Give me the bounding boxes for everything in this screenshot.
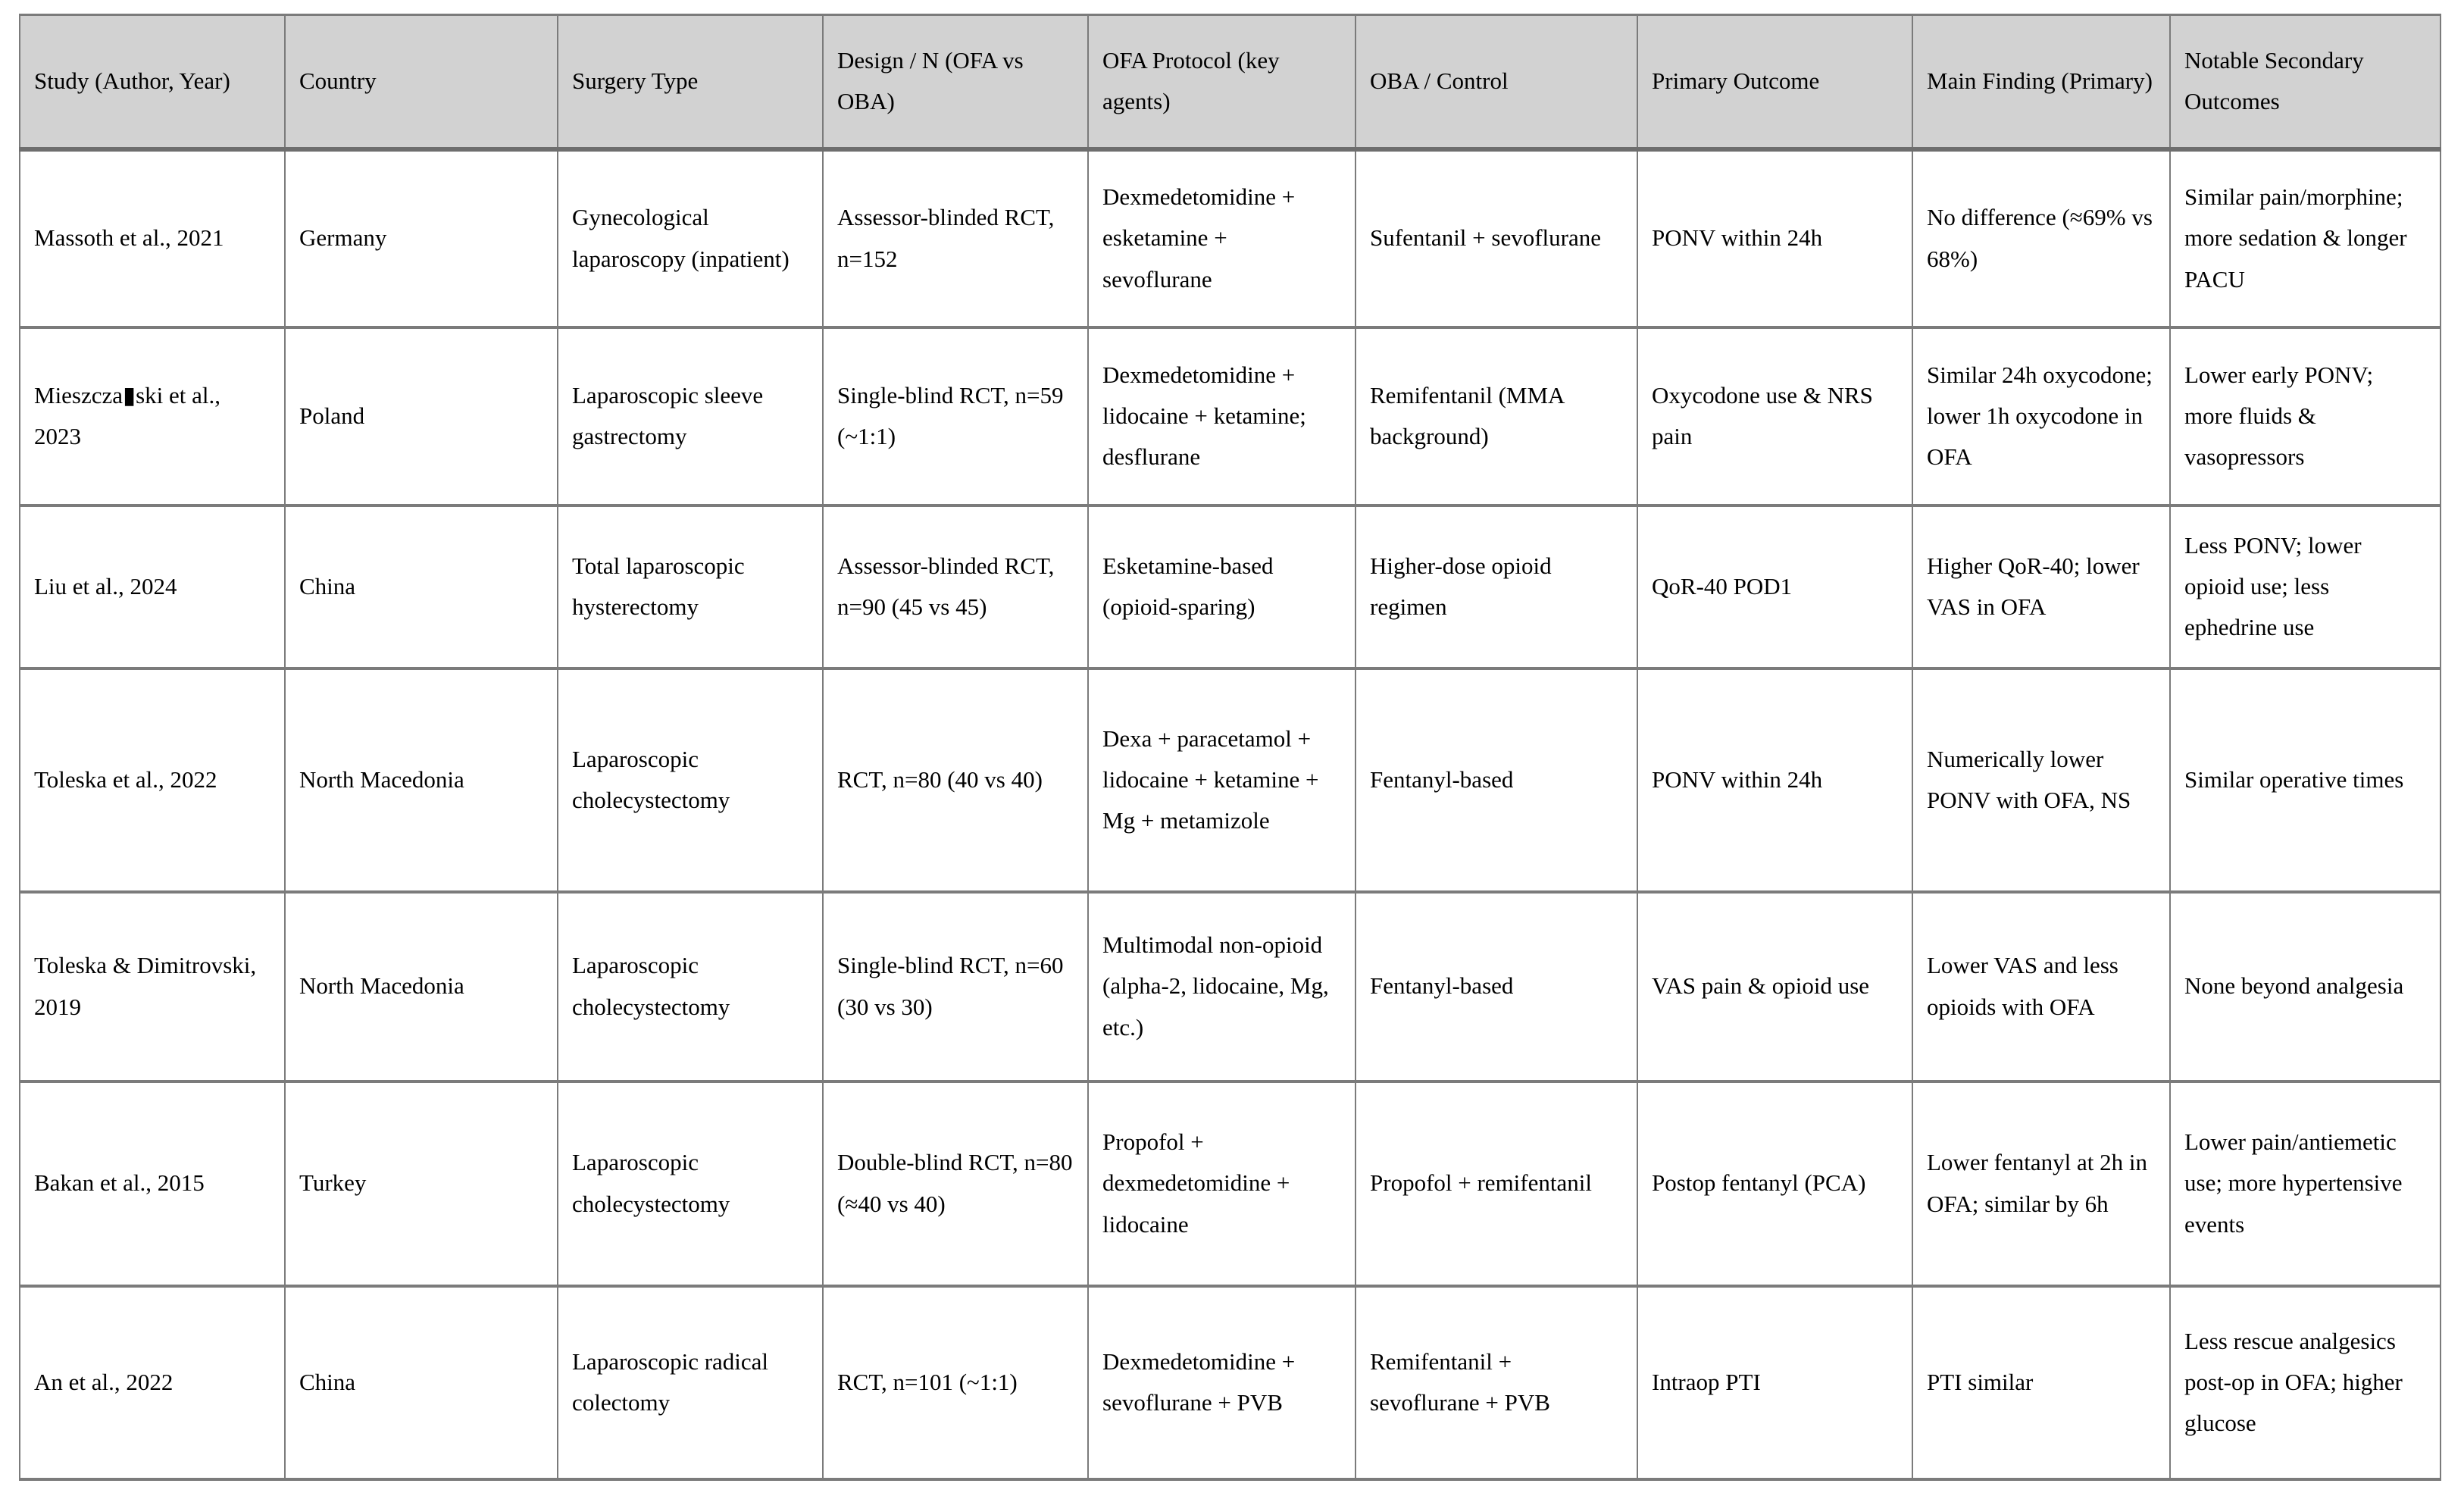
cell-primary-outcome: VAS pain & opioid use: [1637, 892, 1912, 1081]
table-row: [20, 327, 2441, 505]
cell-main-finding: Numerically lower PONV with OFA, NS: [1912, 668, 2170, 892]
cell-country: China: [285, 505, 558, 668]
cell-country: Turkey: [285, 1081, 558, 1286]
cell-primary-outcome: PONV within 24h: [1637, 149, 1912, 327]
cell-study: An et al., 2022: [20, 1286, 285, 1479]
cell-study: Toleska et al., 2022: [20, 668, 285, 892]
cell-ofa-protocol: Dexmedetomidine + sevoflurane + PVB: [1088, 1286, 1356, 1479]
table-row: [20, 892, 2441, 1081]
cell-primary-outcome: Postop fentanyl (PCA): [1637, 1081, 1912, 1286]
cell-oba-control: Remifentanil (MMA background): [1356, 327, 1637, 505]
cell-oba-control: Fentanyl-based: [1356, 668, 1637, 892]
cell-study: Bakan et al., 2015: [20, 1081, 285, 1286]
cell-surgery-type: Total laparoscopic hysterectomy: [558, 505, 823, 668]
cell-surgery-type: Laparoscopic cholecystectomy: [558, 1081, 823, 1286]
cell-design-n: Single-blind RCT, n=59 (~1:1): [823, 327, 1088, 505]
cell-surgery-type: Laparoscopic cholecystectomy: [558, 892, 823, 1081]
header-cell-primary-outcome: Primary Outcome: [1637, 15, 1912, 149]
header-cell-ofa-protocol: OFA Protocol (key agents): [1088, 15, 1356, 149]
cell-ofa-protocol: Multimodal non-opioid (alpha-2, lidocaine, Mg, etc.): [1088, 892, 1356, 1081]
cell-oba-control: Sufentanil + sevoflurane: [1356, 149, 1637, 327]
cell-ofa-protocol: Dexmedetomidine + esketamine + sevoflurane: [1088, 149, 1356, 327]
cell-design-n: Assessor-blinded RCT, n=152: [823, 149, 1088, 327]
cell-secondary-outcomes: Lower pain/antiemetic use; more hypertensive events: [2170, 1081, 2441, 1286]
table-row: [20, 505, 2441, 668]
header-cell-main-finding: Main Finding (Primary): [1912, 15, 2170, 149]
cell-design-n: RCT, n=101 (~1:1): [823, 1286, 1088, 1479]
cell-main-finding: PTI similar: [1912, 1286, 2170, 1479]
cell-secondary-outcomes: Similar operative times: [2170, 668, 2441, 892]
cell-country: Germany: [285, 149, 558, 327]
cell-main-finding: No difference (≈69% vs 68%): [1912, 149, 2170, 327]
header-cell-design-n: Design / N (OFA vs OBA): [823, 15, 1088, 149]
cell-surgery-type: Laparoscopic radical colectomy: [558, 1286, 823, 1479]
cell-study: Massoth et al., 2021: [20, 149, 285, 327]
table-row: [20, 1286, 2441, 1479]
cell-surgery-type: Laparoscopic cholecystectomy: [558, 668, 823, 892]
header-cell-study: Study (Author, Year): [20, 15, 285, 149]
header-row: [20, 15, 2441, 149]
cell-design-n: RCT, n=80 (40 vs 40): [823, 668, 1088, 892]
header-cell-country: Country: [285, 15, 558, 149]
cell-surgery-type: Gynecological laparoscopy (inpatient): [558, 149, 823, 327]
cell-primary-outcome: PONV within 24h: [1637, 668, 1912, 892]
cell-design-n: Double-blind RCT, n=80 (≈40 vs 40): [823, 1081, 1088, 1286]
cell-oba-control: Propofol + remifentanil: [1356, 1081, 1637, 1286]
cell-design-n: Single-blind RCT, n=60 (30 vs 30): [823, 892, 1088, 1081]
cell-primary-outcome: Oxycodone use & NRS pain: [1637, 327, 1912, 505]
cell-study: Liu et al., 2024: [20, 505, 285, 668]
header-cell-oba-control: OBA / Control: [1356, 15, 1637, 149]
cell-ofa-protocol: Dexa + paracetamol + lidocaine + ketamine + Mg + metamizole: [1088, 668, 1356, 892]
cell-study: Mieszcza▮ski et al., 2023: [20, 327, 285, 505]
cell-oba-control: Remifentanil + sevoflurane + PVB: [1356, 1286, 1637, 1479]
cell-country: China: [285, 1286, 558, 1479]
table-row: [20, 1081, 2441, 1286]
cell-study: Toleska & Dimitrovski, 2019: [20, 892, 285, 1081]
cell-oba-control: Higher-dose opioid regimen: [1356, 505, 1637, 668]
cell-country: North Macedonia: [285, 668, 558, 892]
cell-country: North Macedonia: [285, 892, 558, 1081]
cell-main-finding: Lower fentanyl at 2h in OFA; similar by 6h: [1912, 1081, 2170, 1286]
cell-surgery-type: Laparoscopic sleeve gastrectomy: [558, 327, 823, 505]
cell-main-finding: Similar 24h oxycodone; lower 1h oxycodone in OFA: [1912, 327, 2170, 505]
cell-secondary-outcomes: None beyond analgesia: [2170, 892, 2441, 1081]
cell-ofa-protocol: Propofol + dexmedetomidine + lidocaine: [1088, 1081, 1356, 1286]
cell-secondary-outcomes: Less PONV; lower opioid use; less ephedrine use: [2170, 505, 2441, 668]
cell-primary-outcome: QoR-40 POD1: [1637, 505, 1912, 668]
cell-primary-outcome: Intraop PTI: [1637, 1286, 1912, 1479]
cell-secondary-outcomes: Similar pain/morphine; more sedation & longer PACU: [2170, 149, 2441, 327]
cell-main-finding: Higher QoR-40; lower VAS in OFA: [1912, 505, 2170, 668]
cell-main-finding: Lower VAS and less opioids with OFA: [1912, 892, 2170, 1081]
cell-design-n: Assessor-blinded RCT, n=90 (45 vs 45): [823, 505, 1088, 668]
header-cell-surgery-type: Surgery Type: [558, 15, 823, 149]
studies-summary-table: [19, 14, 2441, 1481]
cell-secondary-outcomes: Less rescue analgesics post-op in OFA; higher glucose: [2170, 1286, 2441, 1479]
table-row: [20, 668, 2441, 892]
cell-country: Poland: [285, 327, 558, 505]
table-row: [20, 149, 2441, 327]
cell-oba-control: Fentanyl-based: [1356, 892, 1637, 1081]
cell-ofa-protocol: Dexmedetomidine + lidocaine + ketamine; desflurane: [1088, 327, 1356, 505]
cell-ofa-protocol: Esketamine-based (opioid-sparing): [1088, 505, 1356, 668]
cell-secondary-outcomes: Lower early PONV; more fluids & vasopressors: [2170, 327, 2441, 505]
header-cell-secondary-outcomes: Notable Secondary Outcomes: [2170, 15, 2441, 149]
